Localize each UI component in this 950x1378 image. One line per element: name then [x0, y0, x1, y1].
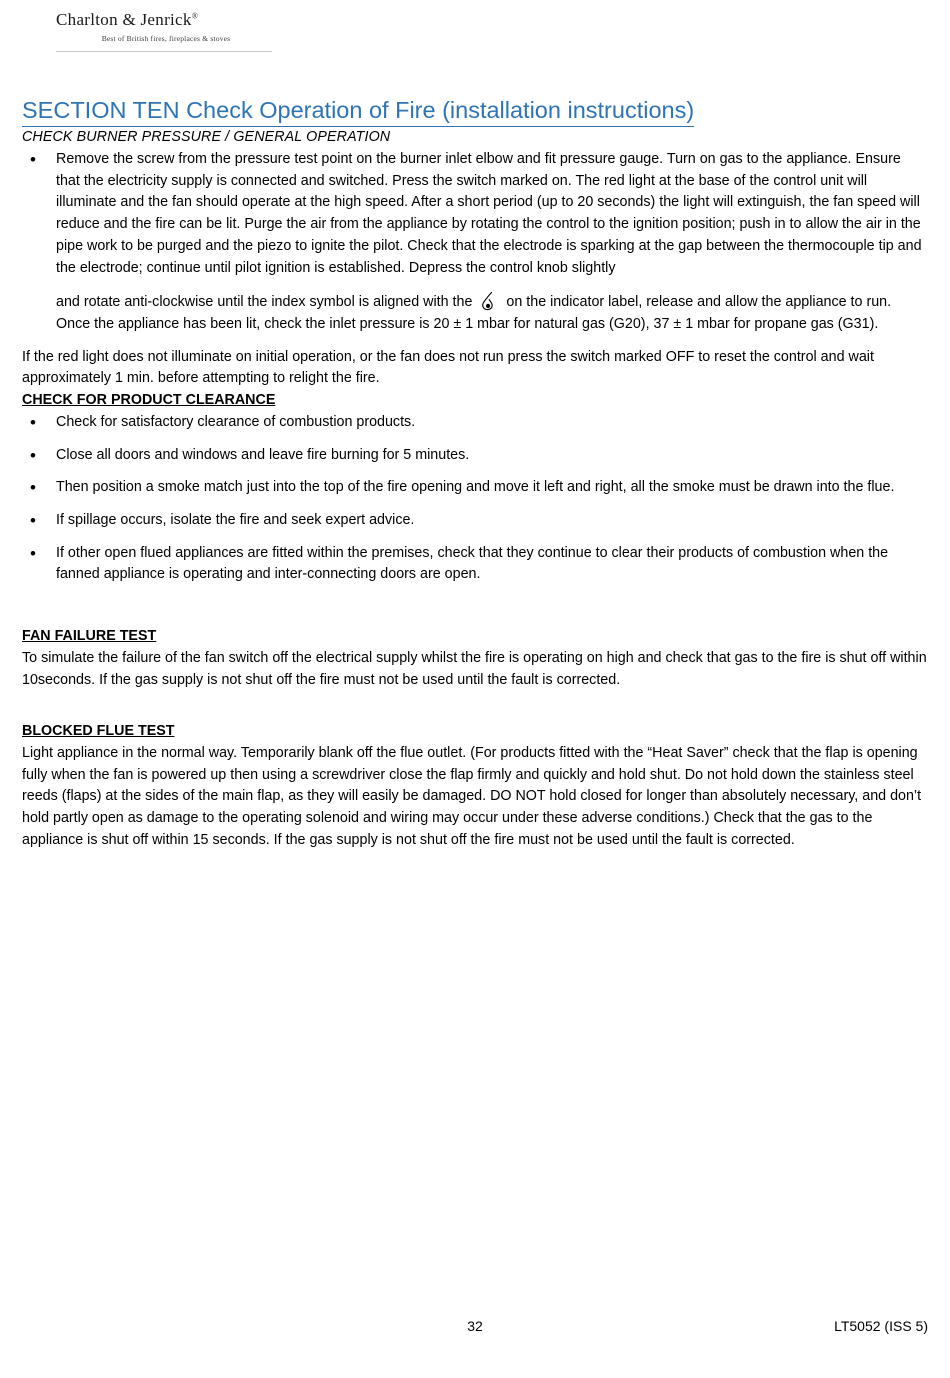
list-item: • Then position a smoke match just into the top of the fire opening and move it left and right, all the smoke must be drawn into the flue. — [22, 477, 928, 499]
list-item: • Close all doors and windows and leave fire burning for 5 minutes. — [22, 445, 928, 467]
heading-check-product-clearance: CHECK FOR PRODUCT CLEARANCE — [22, 392, 276, 409]
heading-blocked-flue-test: BLOCKED FLUE TEST — [22, 723, 175, 740]
burner-pressure-list — [22, 149, 928, 336]
page-title: SECTION TEN Check Operation of Fire (installation instructions) — [22, 96, 694, 127]
clearance-list — [22, 412, 928, 586]
flame-symbol-icon — [478, 291, 500, 311]
burner-bullet-part2-before: and rotate anti-clockwise until the index symbol is aligned with the — [56, 294, 473, 311]
heading-fan-failure-test: FAN FAILURE TEST — [22, 628, 157, 645]
brand-logo — [56, 10, 276, 52]
registered-mark: ® — [191, 11, 199, 21]
paragraph-spacer — [56, 279, 928, 291]
brand-tagline: Best of British fires, fireplaces & stoves — [101, 34, 231, 43]
brand-name: Charlton & Jenrick® — [56, 10, 199, 29]
list-item: • Check for satisfactory clearance of combustion products. — [22, 412, 928, 434]
list-item: • If spillage occurs, isolate the fire and seek expert advice. — [22, 510, 928, 532]
blocked-flue-text: Light appliance in the normal way. Temporarily blank off the flue outlet. (For products fitted with the “Heat Saver” check that the flap is opening fully when the fan is powered up then using a screwdriver close the flap firmly and quickly and hold shut. Do not hold down the stainless steel reeds (flaps) at the sides of the main flap, as they will easily be damaged. DO NOT hold closed for longer than absolutely necessary, and don’t hold partly open as damage to the operating solenoid and wiring may occur under these adverse conditions.) Check that the gas to the appliance is shut off within 15 seconds. If the gas supply is not shut off the fire must not be used until the fault is corrected. — [22, 745, 922, 848]
red-light-note: If the red light does not illuminate on initial operation, or the fan does not run press the switch marked OFF to reset the control and wait approximately 1 min. before attempting to relight the fire. — [22, 348, 874, 387]
subtitle-check-burner-pressure: CHECK BURNER PRESSURE / GENERAL OPERATION — [22, 129, 391, 146]
list-item — [22, 149, 928, 336]
fan-failure-text: To simulate the failure of the fan switch off the electrical supply whilst the fire is operating on high and check that gas to the fire is shut off within 10seconds. If the gas supply is not shut off the fire must not be used until the fault is corrected. — [22, 649, 927, 688]
burner-bullet-part2-after: on the indicator label, release and allow the appliance to run. Once the appliance has been lit, check the inlet pressure is 20 ± 1 mbar for natural gas (G20), 37 ± 1 mbar for propane gas (G31). — [56, 294, 892, 332]
list-item: • If other open flued appliances are fitted within the premises, check that they continue to clear their products of combustion when the fanned appliance is operating and inter-connecting doors are open. — [22, 543, 928, 586]
logo-divider — [56, 51, 272, 52]
page-content — [22, 0, 928, 852]
burner-bullet-part1: Remove the screw from the pressure test point on the burner inlet elbow and fit pressure gauge. Turn on gas to the appliance. Ensure that the electricity supply is connected and switched. Press the switch marked on. The red light at the base of the control unit will illuminate and the fan should operate at the high speed. After a short period (up to 20 seconds) the light will extinguish, the fan speed will reduce and the fire can be lit. Purge the air from the appliance by rotating the control to the ignition position; push in to allow the air in the pipe work to be purged and the piezo to ignite the pilot. Check that the electrode is sparking at the gap between the thermocouple tip and the electrode; continue until pilot ignition is established. Depress the control knob slightly — [56, 150, 922, 276]
page-number: 32 — [467, 1318, 483, 1334]
document-reference: LT5052 (ISS 5) — [834, 1318, 928, 1334]
